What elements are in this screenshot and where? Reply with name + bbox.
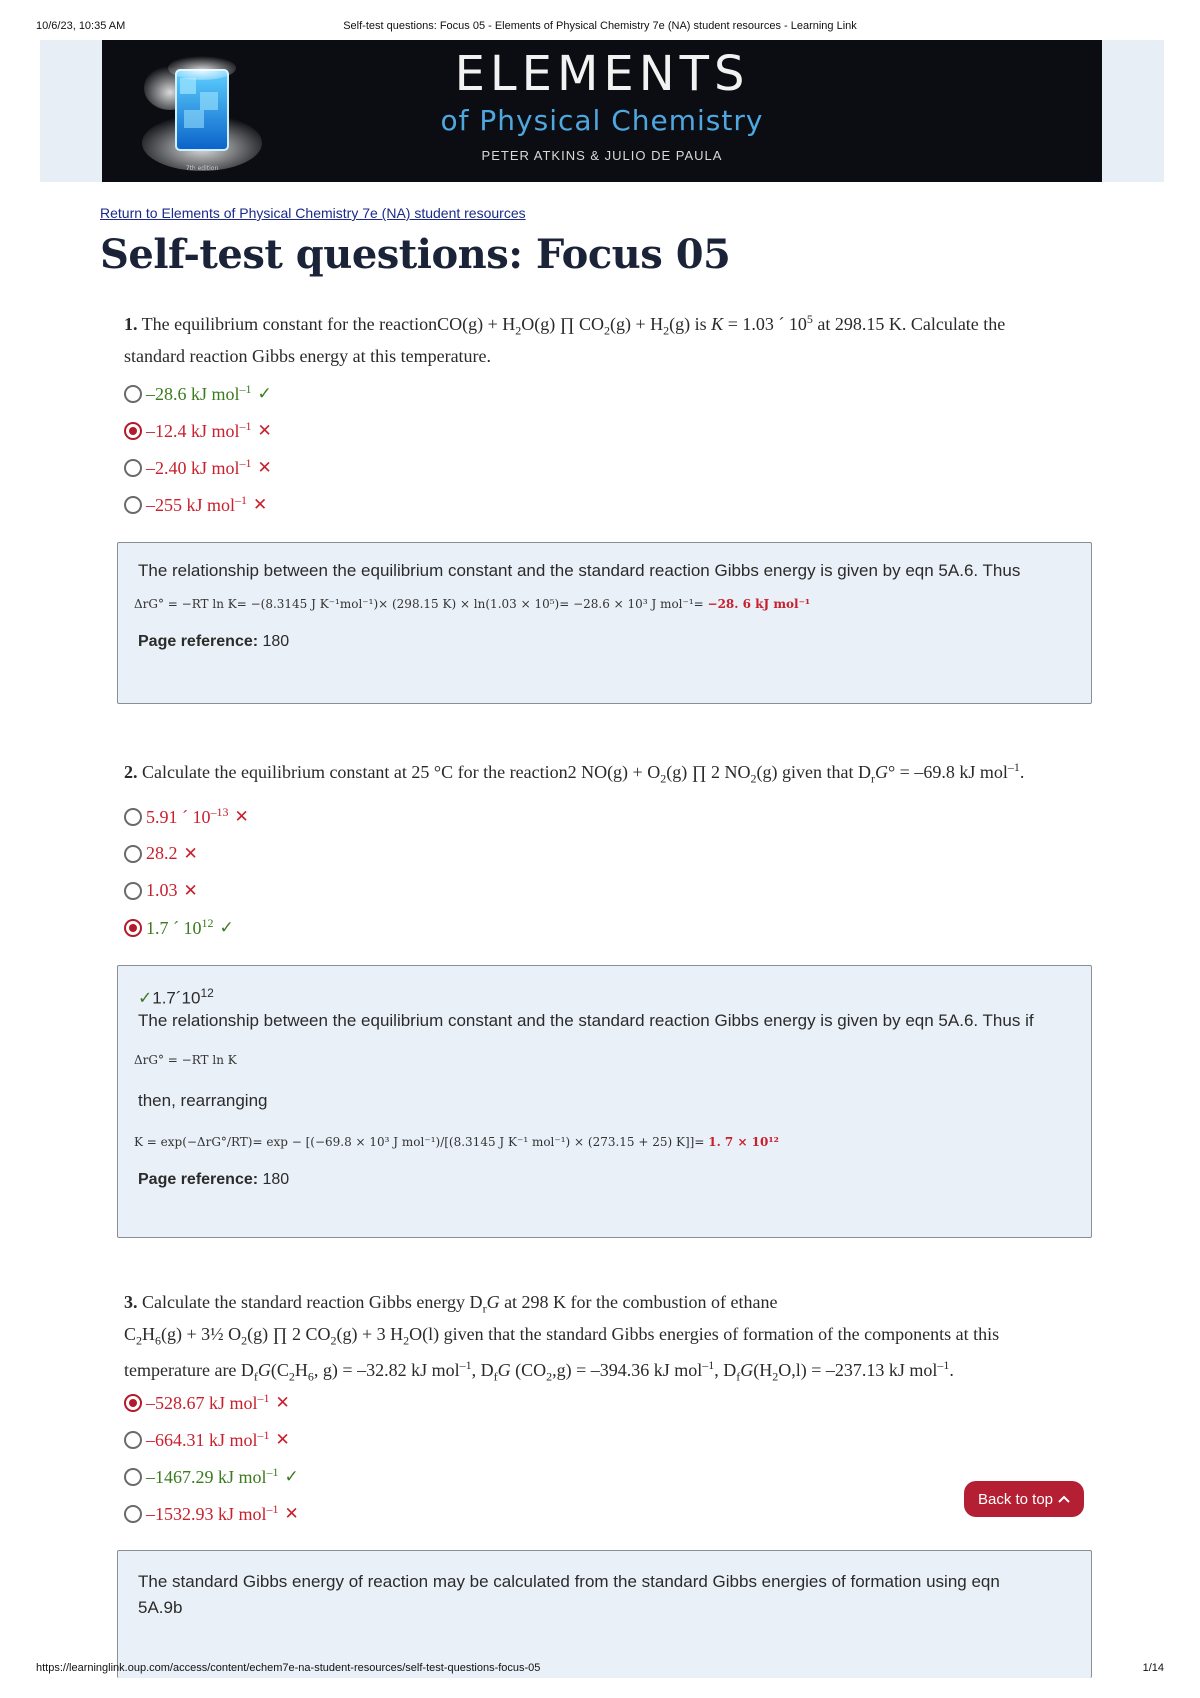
q-text: G — [497, 1360, 511, 1381]
radio-button[interactable] — [124, 845, 142, 863]
q-text: ,g) = –394.36 kJ mol — [552, 1360, 703, 1381]
option-3d[interactable] — [124, 1495, 299, 1532]
q-text: (C — [270, 1360, 289, 1381]
question-3-text — [124, 1290, 1084, 1390]
question-number: 2. — [124, 762, 138, 782]
subscript: 2 — [604, 323, 611, 338]
subscript: 2 — [546, 1369, 553, 1384]
q-text: G — [874, 762, 888, 782]
q-text: , D — [714, 1360, 737, 1381]
subscript: f — [493, 1369, 498, 1384]
question-1-text — [124, 307, 1084, 369]
option-2c[interactable] — [124, 872, 249, 909]
check-icon: ✓ — [138, 988, 153, 1009]
q-text: at 298 K for the combustion of ethane — [499, 1292, 778, 1312]
option-label: 1.03 — [146, 880, 178, 900]
subscript: 2 — [750, 771, 757, 786]
option-label: 5.91 ´ $10^{-13}$ — [146, 805, 229, 827]
option-1c[interactable] — [124, 449, 272, 486]
q-text: ° = –69.8 kJ mol — [887, 762, 1008, 782]
option-label: –664.31 kJ mol$^{-1}$ — [146, 1428, 270, 1450]
feedback-equation-1: ΔrG° = −RT ln K — [134, 1052, 237, 1067]
option-2a[interactable] — [124, 798, 249, 835]
subscript: 2 — [772, 1369, 779, 1384]
subscript: 2 — [288, 1369, 295, 1384]
check-icon: ✓ — [257, 383, 272, 404]
q-text: (g) + H — [610, 314, 664, 334]
book-subtitle: of Physical Chemistry — [440, 104, 764, 137]
option-label: –1467.29 kJ mol$^{-1}$ — [146, 1465, 279, 1487]
q-text: (g) given that D — [756, 762, 871, 782]
feedback-explanation: The standard Gibbs energy of reaction may be calculated from the standard Gibbs energies of formation using eqn 5A.9b — [138, 1572, 1000, 1617]
equation-result: 1. 7 × 10¹² — [708, 1134, 779, 1149]
q-text: K — [711, 314, 724, 334]
subscript: 2 — [241, 1333, 248, 1348]
option-label: –1532.93 kJ mol$^{-1}$ — [146, 1502, 279, 1524]
q-text: G — [740, 1360, 754, 1381]
print-header — [36, 20, 1164, 36]
superscript: 5 — [806, 312, 813, 326]
header-banner — [40, 40, 1164, 182]
page-title: Self-test questions: Focus 05 — [100, 231, 731, 278]
subscript: r — [482, 1301, 487, 1316]
cross-icon: ✕ — [275, 1429, 290, 1450]
q-text: (CO — [510, 1360, 547, 1381]
option-label: –28.6 kJ mol$^{-1}$ — [146, 382, 252, 404]
subscript: f — [736, 1369, 741, 1384]
cross-icon: ✕ — [257, 420, 272, 441]
subscript: 6 — [307, 1369, 314, 1384]
subscript: f — [253, 1369, 258, 1384]
feedback-explanation: The relationship between the equilibrium constant and the standard reaction Gibbs energy is given by eqn 5A.6. Thus if — [138, 1010, 1034, 1030]
feedback-equation: ΔrG° = −RT ln K= −(8.3145 J K⁻¹mol⁻¹)× (298.15 K) × ln(1.03 × 10⁵)= −28.6 × 10³ J mol⁻¹= −28. 6 kJ mol⁻¹ — [134, 597, 811, 611]
q-text: O,l) = –237.13 kJ mol — [778, 1360, 938, 1381]
page-reference: Page reference: 180 — [138, 1170, 290, 1188]
print-page-title: Self-test questions: Focus 05 - Elements of Physical Chemistry 7e (NA) student resources - Learning Link — [343, 20, 857, 32]
check-icon: ✓ — [284, 1466, 299, 1487]
radio-button-selected[interactable] — [124, 1394, 142, 1412]
question-number: 3. — [124, 1292, 138, 1312]
radio-button[interactable] — [124, 385, 142, 403]
radio-button[interactable] — [124, 496, 142, 514]
cross-icon: ✕ — [257, 457, 272, 478]
q-text: H — [294, 1360, 308, 1381]
subscript: r — [870, 771, 875, 786]
q-text: (g) + 3½ O — [161, 1323, 242, 1344]
superscript: –1 — [1007, 760, 1020, 774]
option-3a[interactable] — [124, 1384, 299, 1421]
option-3b[interactable] — [124, 1421, 299, 1458]
q-text: temperature are D — [124, 1360, 254, 1381]
feedback-box-3 — [117, 1550, 1092, 1678]
feedback-box-1 — [117, 542, 1092, 704]
subscript: 2 — [660, 771, 667, 786]
return-link[interactable]: Return to Elements of Physical Chemistry 7e (NA) student resources — [100, 205, 526, 221]
cross-icon: ✕ — [234, 806, 249, 827]
radio-button[interactable] — [124, 808, 142, 826]
feedback-explanation: The relationship between the equilibrium constant and the standard reaction Gibbs energy is given by eqn 5A.6. Thus — [138, 561, 1021, 580]
option-2d[interactable] — [124, 909, 249, 946]
subscript: 2 — [136, 1333, 143, 1348]
cross-icon: ✕ — [253, 494, 268, 515]
option-label: –2.40 kJ mol$^{-1}$ — [146, 456, 252, 478]
q-text: The equilibrium constant for the reactionCO(g) + H — [137, 314, 516, 334]
book-banner — [102, 40, 1102, 182]
print-footer — [36, 1662, 1164, 1678]
feedback-equation-2: K = exp(−ΔrG°/RT)= exp − [(−69.8 × 10³ J mol⁻¹)/[(8.3145 J K⁻¹ mol⁻¹) × (273.15 + 25) K]]= 1. 7 × 10¹² — [134, 1134, 779, 1149]
radio-button-selected[interactable] — [124, 919, 142, 937]
option-label: 1.7 ´ $10^{12}$ — [146, 916, 214, 938]
option-1a[interactable] — [124, 375, 272, 412]
option-3c[interactable] — [124, 1458, 299, 1495]
subscript: 6 — [155, 1333, 162, 1348]
q-text: = 1.03 ´ 10 — [723, 314, 807, 334]
radio-button[interactable] — [124, 1431, 142, 1449]
q-text: (g) + 3 H — [336, 1323, 404, 1344]
radio-button[interactable] — [124, 1468, 142, 1486]
q-text: (g) is — [669, 314, 712, 334]
radio-button-selected[interactable] — [124, 422, 142, 440]
option-label: –255 kJ mol$^{-1}$ — [146, 493, 248, 515]
radio-button[interactable] — [124, 459, 142, 477]
option-2b[interactable] — [124, 835, 249, 872]
question-number: 1. — [124, 314, 138, 334]
main-content — [100, 205, 1100, 278]
subscript: 2 — [403, 1333, 410, 1348]
q-text: , D — [471, 1360, 494, 1381]
print-page-number: 1/14 — [1142, 1662, 1164, 1674]
superscript: –1 — [702, 1358, 715, 1373]
page-reference: Page reference: 180 — [138, 633, 290, 650]
option-label: –12.4 kJ mol$^{-1}$ — [146, 419, 252, 441]
option-1b[interactable] — [124, 412, 272, 449]
q-text: . — [1019, 762, 1025, 782]
q-text: O(g) ∏ CO — [521, 314, 605, 334]
superscript: –1 — [459, 1358, 472, 1373]
print-timestamp: 10/6/23, 10:35 AM — [36, 20, 126, 32]
question-3-options — [124, 1384, 299, 1532]
edition-label: 7th edition — [185, 165, 219, 172]
q-text: standard reaction Gibbs energy at this temperature. — [124, 345, 492, 366]
option-label: –528.67 kJ mol$^{-1}$ — [146, 1391, 270, 1413]
q-text: (H — [753, 1360, 773, 1381]
q-text: Calculate the standard reaction Gibbs energy D — [137, 1292, 483, 1312]
option-1d[interactable] — [124, 486, 272, 523]
cross-icon: ✕ — [183, 880, 198, 901]
feedback-then: then, rearranging — [138, 1090, 268, 1110]
back-to-top-label: Back to top — [977, 1490, 1054, 1508]
chevron-up-icon — [1058, 1494, 1070, 1504]
q-text: , g) = –32.82 kJ mol — [313, 1360, 460, 1381]
print-url: https://learninglink.oup.com/access/content/echem7e-na-student-resources/self-test-questions-focus-05 — [36, 1662, 541, 1674]
book-authors: PETER ATKINS & JULIO DE PAULA — [481, 148, 723, 163]
cross-icon: ✕ — [183, 843, 198, 864]
q-text: (g) ∏ 2 NO — [666, 762, 751, 782]
question-2-text — [124, 755, 1084, 792]
option-label: 28.2 — [146, 843, 178, 863]
check-icon: ✓ — [219, 917, 234, 938]
question-1-options — [124, 375, 272, 523]
q-text: . — [949, 1360, 954, 1381]
book-title: ELEMENTS — [454, 46, 750, 102]
equation-result: −28. 6 kJ mol⁻¹ — [707, 597, 811, 611]
feedback-box-2 — [117, 965, 1092, 1238]
cross-icon: ✕ — [284, 1503, 299, 1524]
q-text: H — [142, 1323, 156, 1344]
superscript: –1 — [937, 1358, 950, 1373]
cross-icon: ✕ — [275, 1392, 290, 1413]
q-text: at 298.15 K. Calculate the — [812, 314, 1006, 334]
q-text: G — [257, 1360, 271, 1381]
subscript: 2 — [515, 323, 522, 338]
q-text: (g) ∏ 2 CO — [247, 1323, 331, 1344]
feedback-answer: $✓1.7´10^{12}$ — [138, 986, 214, 1009]
question-2-options — [124, 798, 249, 946]
radio-button[interactable] — [124, 1505, 142, 1523]
q-text: C — [124, 1323, 137, 1344]
q-text: Calculate the equilibrium constant at 25 °C for the reaction2 NO(g) + O — [137, 762, 661, 782]
q-text: G — [486, 1292, 500, 1312]
subscript: 2 — [330, 1333, 337, 1348]
subscript: 2 — [663, 323, 670, 338]
q-text: O(l) given that the standard Gibbs energies of formation of the components at this — [409, 1323, 1000, 1344]
radio-button[interactable] — [124, 882, 142, 900]
back-to-top-button[interactable] — [964, 1481, 1084, 1517]
